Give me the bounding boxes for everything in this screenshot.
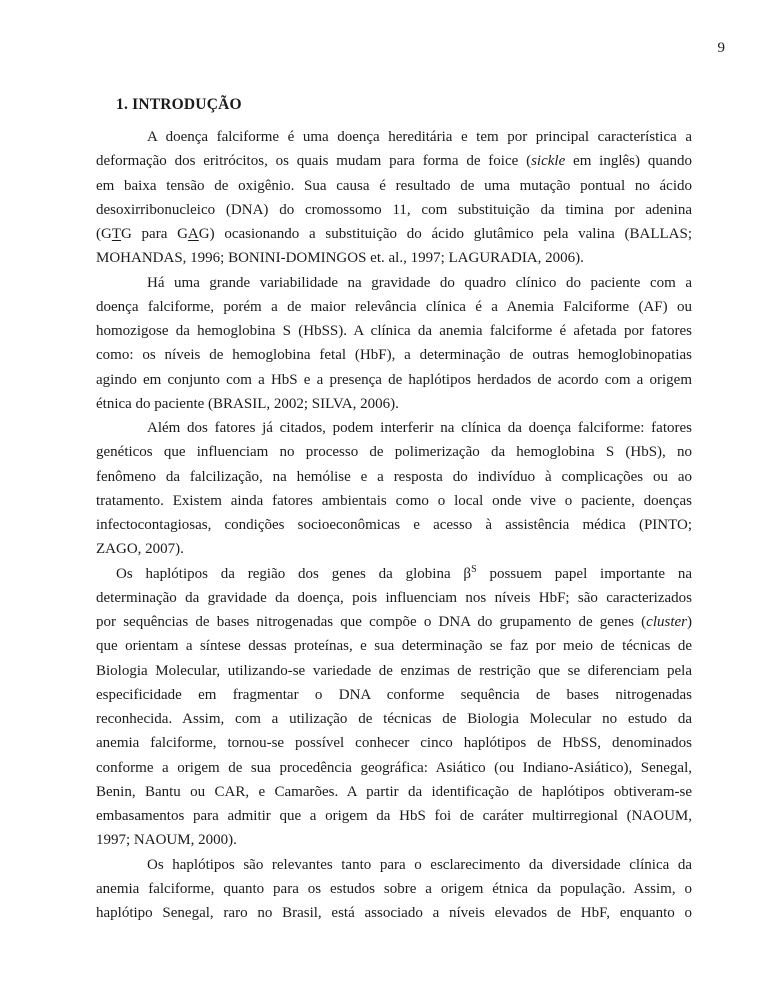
text-line: deformação dos eritrócitos, os quais mudam para forma de foice (sickle em inglês) quando xyxy=(96,153,692,170)
italic-text: sickle xyxy=(531,153,566,170)
text-line: anemia falciforme, quanto para os estudos sobre a origem étnica da população. Assim, o xyxy=(96,880,692,897)
text-line: em baixa tensão de oxigênio. Sua causa é resultado de uma mutação pontual no ácido xyxy=(96,177,692,194)
underline-text: A xyxy=(187,226,199,242)
paragraph xyxy=(96,853,692,926)
text-line: agindo em conjunto com a HbS e a presença de haplótipos herdados de acordo com a origem xyxy=(96,371,692,388)
text-line: Os haplótipos da região dos genes da globina $\beta^S$ possuem papel importante na xyxy=(116,563,692,582)
section-heading: 1. INTRODUÇÃO xyxy=(116,96,242,113)
text-line: fenômeno da falcilização, na hemólise e a resposta do indivíduo à complicações ou ao xyxy=(96,468,692,485)
text-line: desoxirribonucleico (DNA) do cromossomo 11, com substituição da timina por adenina xyxy=(96,201,692,218)
text-line: Além dos fatores já citados, podem interferir na clínica da doença falciforme: fatores xyxy=(147,420,692,436)
text-line: infectocontagiosas, condições socioeconômicas e acesso à assistência médica (PINTO; xyxy=(96,517,692,533)
text-line: doença falciforme, porém a de maior relevância clínica é a Anemia Falciforme (AF) ou xyxy=(96,298,692,315)
text-line: que orientam a síntese dessas proteínas, e sua determinação se faz por meio de técnicas de xyxy=(96,638,692,655)
text-line: genéticos que influenciam no processo de polimerização da hemoglobina S (HbS), no xyxy=(96,444,692,461)
text-line: Benin, Bantu ou CAR, e Camarões. A partir da identificação de haplótipos obtiveram-se xyxy=(96,783,692,800)
text-line: por sequências de bases nitrogenadas que compõe o DNA do grupamento de genes (cluster) xyxy=(96,614,692,630)
text-line: embasamentos para admitir que a origem da HbS foi de caráter multirregional (NAOUM, xyxy=(96,808,692,824)
page-number: 9 xyxy=(717,40,725,56)
text-line: determinação da gravidade da doença, pois influenciam nos níveis HbF; são caracterizados xyxy=(96,589,692,606)
text-line: étnica do paciente (BRASIL, 2002; SILVA, 2006). xyxy=(96,395,399,412)
text-line: tratamento. Existem ainda fatores ambientais como o local onde vive o paciente, doenças xyxy=(96,492,692,509)
paragraph xyxy=(96,562,692,853)
paragraph xyxy=(96,271,692,417)
text-line: homozigose da hemoglobina S (HbSS). A clínica da anemia falciforme é afetada por fatores xyxy=(96,323,692,339)
italic-text: cluster xyxy=(646,614,687,630)
text-line: Biologia Molecular, utilizando-se variedade de enzimas de restrição que se diferenciam pela xyxy=(96,662,692,679)
text-line: conforme a origem de sua procedência geográfica: Asiático (ou Indiano-Asiático), Senegal, xyxy=(96,759,692,776)
text-line: Os haplótipos são relevantes tanto para o esclarecimento da diversidade clínica da xyxy=(147,856,692,873)
text-line: ZAGO, 2007). xyxy=(96,541,184,558)
paragraph xyxy=(96,125,692,271)
sup-text: S xyxy=(471,563,477,575)
text-line: MOHANDAS, 1996; BONINI-DOMINGOS et. al., 1997; LAGURADIA, 2006). xyxy=(96,250,584,267)
paragraph xyxy=(96,416,692,562)
text-line: especificidade em fragmentar o DNA conforme sequência de bases nitrogenadas xyxy=(96,686,692,703)
underline-text: T xyxy=(111,226,121,242)
text-line: 1997; NAOUM, 2000). xyxy=(96,832,237,849)
text-line: como: os níveis de hemoglobina fetal (HbF), a determinação de outras hemoglobinopatias xyxy=(96,347,692,364)
text-line: A doença falciforme é uma doença hereditária e tem por principal característica a xyxy=(147,129,692,145)
text-line: Há uma grande variabilidade na gravidade do quadro clínico do paciente com a xyxy=(147,274,692,291)
text-line: haplótipo Senegal, raro no Brasil, está associado a níveis elevados de HbF, enquanto o xyxy=(96,905,692,921)
text-line: reconhecida. Assim, com a utilização de técnicas de Biologia Molecular no estudo da xyxy=(96,711,692,727)
text-line: anemia falciforme, tornou-se possível conhecer cinco haplótipos de HbSS, denominados xyxy=(96,735,692,752)
document-body xyxy=(96,125,692,925)
text-line: (GTG para GAG) ocasionando a substituição do ácido glutâmico pela valina (BALLAS; xyxy=(96,226,692,242)
